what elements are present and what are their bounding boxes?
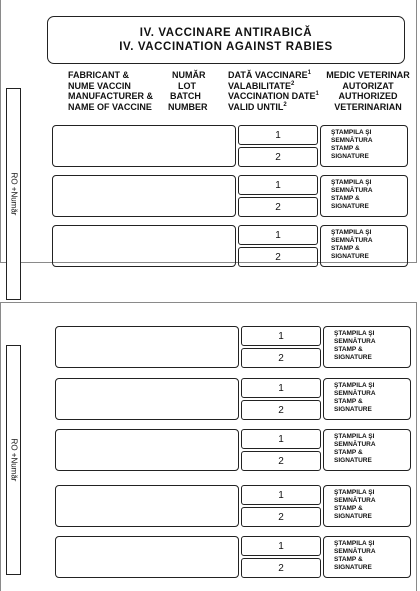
header-manufacturer xyxy=(68,70,153,112)
stamp-label-line: ŞTAMPILA ŞI xyxy=(334,540,375,547)
valid-until-field[interactable] xyxy=(241,507,321,527)
stamp-label-line: ŞTAMPILA ŞI xyxy=(334,489,375,496)
stamp-signature-field[interactable] xyxy=(323,378,411,420)
stamp-label-line: SIGNATURE xyxy=(334,354,372,361)
stamp-label-line: SIGNATURE xyxy=(334,406,372,413)
stamp-label-line: ŞTAMPILA ŞI xyxy=(331,229,372,236)
header-date-line: VALID UNTIL$^2$ xyxy=(228,101,287,112)
vaccination-date-field[interactable] xyxy=(238,125,318,145)
valid-until-field[interactable] xyxy=(238,247,318,267)
vaccine-name-field[interactable] xyxy=(52,225,236,267)
header-date-line: DATĂ VACCINARE$^1$ xyxy=(228,70,312,80)
vaccination-date-field[interactable] xyxy=(241,378,321,398)
header-date-line: VACCINATION DATE$^1$ xyxy=(228,91,319,101)
side-label-box xyxy=(6,88,21,300)
field-number: 2 xyxy=(278,455,284,467)
stamp-signature-field[interactable] xyxy=(323,429,411,471)
vaccine-name-field[interactable] xyxy=(55,536,239,578)
field-number: 2 xyxy=(275,251,281,263)
valid-until-field[interactable] xyxy=(241,451,321,471)
valid-until-field[interactable] xyxy=(238,147,318,167)
stamp-label-line: STAMP & xyxy=(334,505,363,512)
stamp-signature-field[interactable] xyxy=(320,125,408,167)
header-batch-line: NUMĂR xyxy=(172,70,206,80)
stamp-label-line: SIGNATURE xyxy=(331,253,369,260)
field-number: 2 xyxy=(275,201,281,213)
title-en: IV. VACCINATION AGAINST RABIES xyxy=(119,41,333,53)
header-batch-line: LOT xyxy=(178,80,196,91)
header-manufacturer-line: FABRICANT & xyxy=(68,70,129,80)
section-title-box xyxy=(47,16,405,64)
stamp-signature-field[interactable] xyxy=(320,175,408,217)
field-number: 1 xyxy=(278,382,284,394)
valid-until-field[interactable] xyxy=(238,197,318,217)
field-number: 2 xyxy=(278,352,284,364)
stamp-label-line: ŞTAMPILA ŞI xyxy=(334,433,375,440)
field-number: 1 xyxy=(275,129,281,141)
vaccination-record-row xyxy=(52,175,408,217)
stamp-label-line: SIGNATURE xyxy=(334,513,372,520)
header-batch-line: NUMBER xyxy=(168,101,208,112)
stamp-label-line: SIGNATURE xyxy=(334,564,372,571)
side-label-text: RO +Număr xyxy=(9,172,18,216)
header-manufacturer-line: NUME VACCIN xyxy=(68,80,131,91)
stamp-signature-field[interactable] xyxy=(323,485,411,527)
header-date-line: VALABILITATE$^2$ xyxy=(228,80,295,91)
header-vet-line: VETERINARIAN xyxy=(334,101,402,112)
stamp-label-line: ŞTAMPILA ŞI xyxy=(334,382,375,389)
vaccination-date-field[interactable] xyxy=(241,326,321,346)
stamp-label-line: STAMP & xyxy=(334,346,363,353)
vaccine-name-field[interactable] xyxy=(55,378,239,420)
stamp-label-line: SEMNĂTURA xyxy=(331,237,373,244)
field-number: 2 xyxy=(278,511,284,523)
field-number: 1 xyxy=(278,489,284,501)
header-vet-line: AUTHORIZED xyxy=(338,91,398,101)
stamp-label-line: STAMP & xyxy=(331,245,360,252)
side-label-text: RO +Număr xyxy=(9,438,18,482)
field-number: 2 xyxy=(275,151,281,163)
stamp-label-line: SEMNĂTURA xyxy=(334,548,376,555)
vaccination-record-row xyxy=(55,378,411,420)
stamp-label-line: SEMNĂTURA xyxy=(334,441,376,448)
field-number: 1 xyxy=(278,330,284,342)
header-vet-line: MEDIC VETERINAR xyxy=(326,70,410,80)
vaccine-name-field[interactable] xyxy=(52,125,236,167)
side-label-box xyxy=(6,345,21,575)
vaccination-date-field[interactable] xyxy=(241,536,321,556)
stamp-label-line: ŞTAMPILA ŞI xyxy=(334,330,375,337)
vaccination-date-field[interactable] xyxy=(238,225,318,245)
valid-until-field[interactable] xyxy=(241,558,321,578)
field-number: 1 xyxy=(275,229,281,241)
field-number: 2 xyxy=(278,562,284,574)
stamp-label-line: STAMP & xyxy=(334,556,363,563)
vaccine-name-field[interactable] xyxy=(55,485,239,527)
header-vaccination-date xyxy=(228,70,319,112)
valid-until-field[interactable] xyxy=(241,400,321,420)
valid-until-field[interactable] xyxy=(241,348,321,368)
vaccine-name-field[interactable] xyxy=(55,326,239,368)
header-manufacturer-line: NAME OF VACCINE xyxy=(68,101,152,112)
stamp-label-line: STAMP & xyxy=(331,195,360,202)
vaccination-date-field[interactable] xyxy=(241,485,321,505)
stamp-label-line: STAMP & xyxy=(331,145,360,152)
field-number: 1 xyxy=(278,433,284,445)
stamp-label-line: SIGNATURE xyxy=(331,153,369,160)
vaccination-record-row xyxy=(52,225,408,267)
stamp-signature-field[interactable] xyxy=(323,326,411,368)
stamp-label-line: SEMNĂTURA xyxy=(331,187,373,194)
field-number: 1 xyxy=(278,540,284,552)
field-number: 1 xyxy=(275,179,281,191)
stamp-label-line: SEMNĂTURA xyxy=(334,497,376,504)
vaccination-record-row xyxy=(55,485,411,527)
vaccination-record-row xyxy=(52,125,408,167)
stamp-label-line: SIGNATURE xyxy=(334,457,372,464)
stamp-label-line: STAMP & xyxy=(334,449,363,456)
field-number: 2 xyxy=(278,404,284,416)
stamp-label-line: SEMNĂTURA xyxy=(331,137,373,144)
stamp-label-line: ŞTAMPILA ŞI xyxy=(331,179,372,186)
vaccination-record-row xyxy=(55,536,411,578)
stamp-signature-field[interactable] xyxy=(320,225,408,267)
stamp-label-line: SIGNATURE xyxy=(331,203,369,210)
stamp-label-line: SEMNĂTURA xyxy=(334,390,376,397)
stamp-label-line: ŞTAMPILA ŞI xyxy=(331,129,372,136)
stamp-signature-field[interactable] xyxy=(323,536,411,578)
header-vet-line: AUTORIZAT xyxy=(342,80,394,91)
vaccine-name-field[interactable] xyxy=(52,175,236,217)
header-batch-line: BATCH xyxy=(170,91,201,101)
header-batch-number xyxy=(168,70,208,112)
vaccine-name-field[interactable] xyxy=(55,429,239,471)
stamp-label-line: STAMP & xyxy=(334,398,363,405)
header-manufacturer-line: MANUFACTURER & xyxy=(68,91,153,101)
vaccination-date-field[interactable] xyxy=(241,429,321,449)
stamp-label-line: SEMNĂTURA xyxy=(334,338,376,345)
vaccination-record-row xyxy=(55,326,411,368)
title-ro: IV. VACCINARE ANTIRABICĂ xyxy=(139,27,313,39)
vaccination-record-row xyxy=(55,429,411,471)
header-veterinarian xyxy=(322,70,414,112)
vaccination-date-field[interactable] xyxy=(238,175,318,195)
